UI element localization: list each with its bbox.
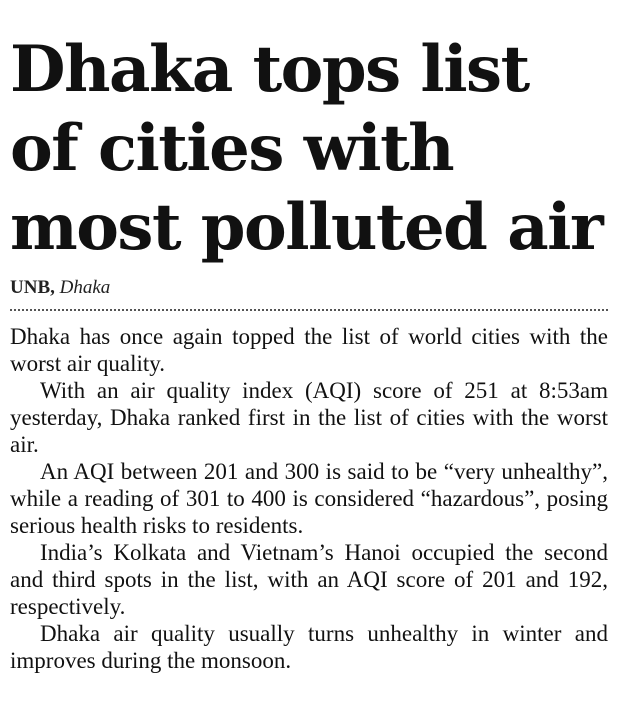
headline-line-2: of cities with xyxy=(10,111,454,186)
news-article xyxy=(10,30,608,674)
headline-line-1: Dhaka tops list xyxy=(10,32,529,107)
paragraph-5: Dhaka air quality usually turns unhealthy in winter and improves during the monsoon. xyxy=(10,621,608,673)
headline-line-3: most polluted air xyxy=(10,190,603,265)
paragraph-4: India’s Kolkata and Vietnam’s Hanoi occupied the second and third spots in the list, with an AQI score of 201 and 192, respectively. xyxy=(10,540,608,619)
byline xyxy=(10,277,608,299)
byline-place: Dhaka xyxy=(59,277,111,298)
paragraph-1: Dhaka has once again topped the list of world cities with the worst air quality. xyxy=(10,324,608,376)
byline-source: UNB, xyxy=(10,277,55,298)
dotted-divider xyxy=(10,309,608,311)
paragraph-3: An AQI between 201 and 300 is said to be “very unhealthy”, while a reading of 301 to 400 is considered “hazardous”, posing serious health risks to residents. xyxy=(10,459,608,538)
headline xyxy=(10,30,608,267)
paragraph-2: With an air quality index (AQI) score of 251 at 8:53am yesterday, Dhaka ranked first in the list of cities with the worst air. xyxy=(10,378,608,457)
article-body xyxy=(10,323,608,674)
